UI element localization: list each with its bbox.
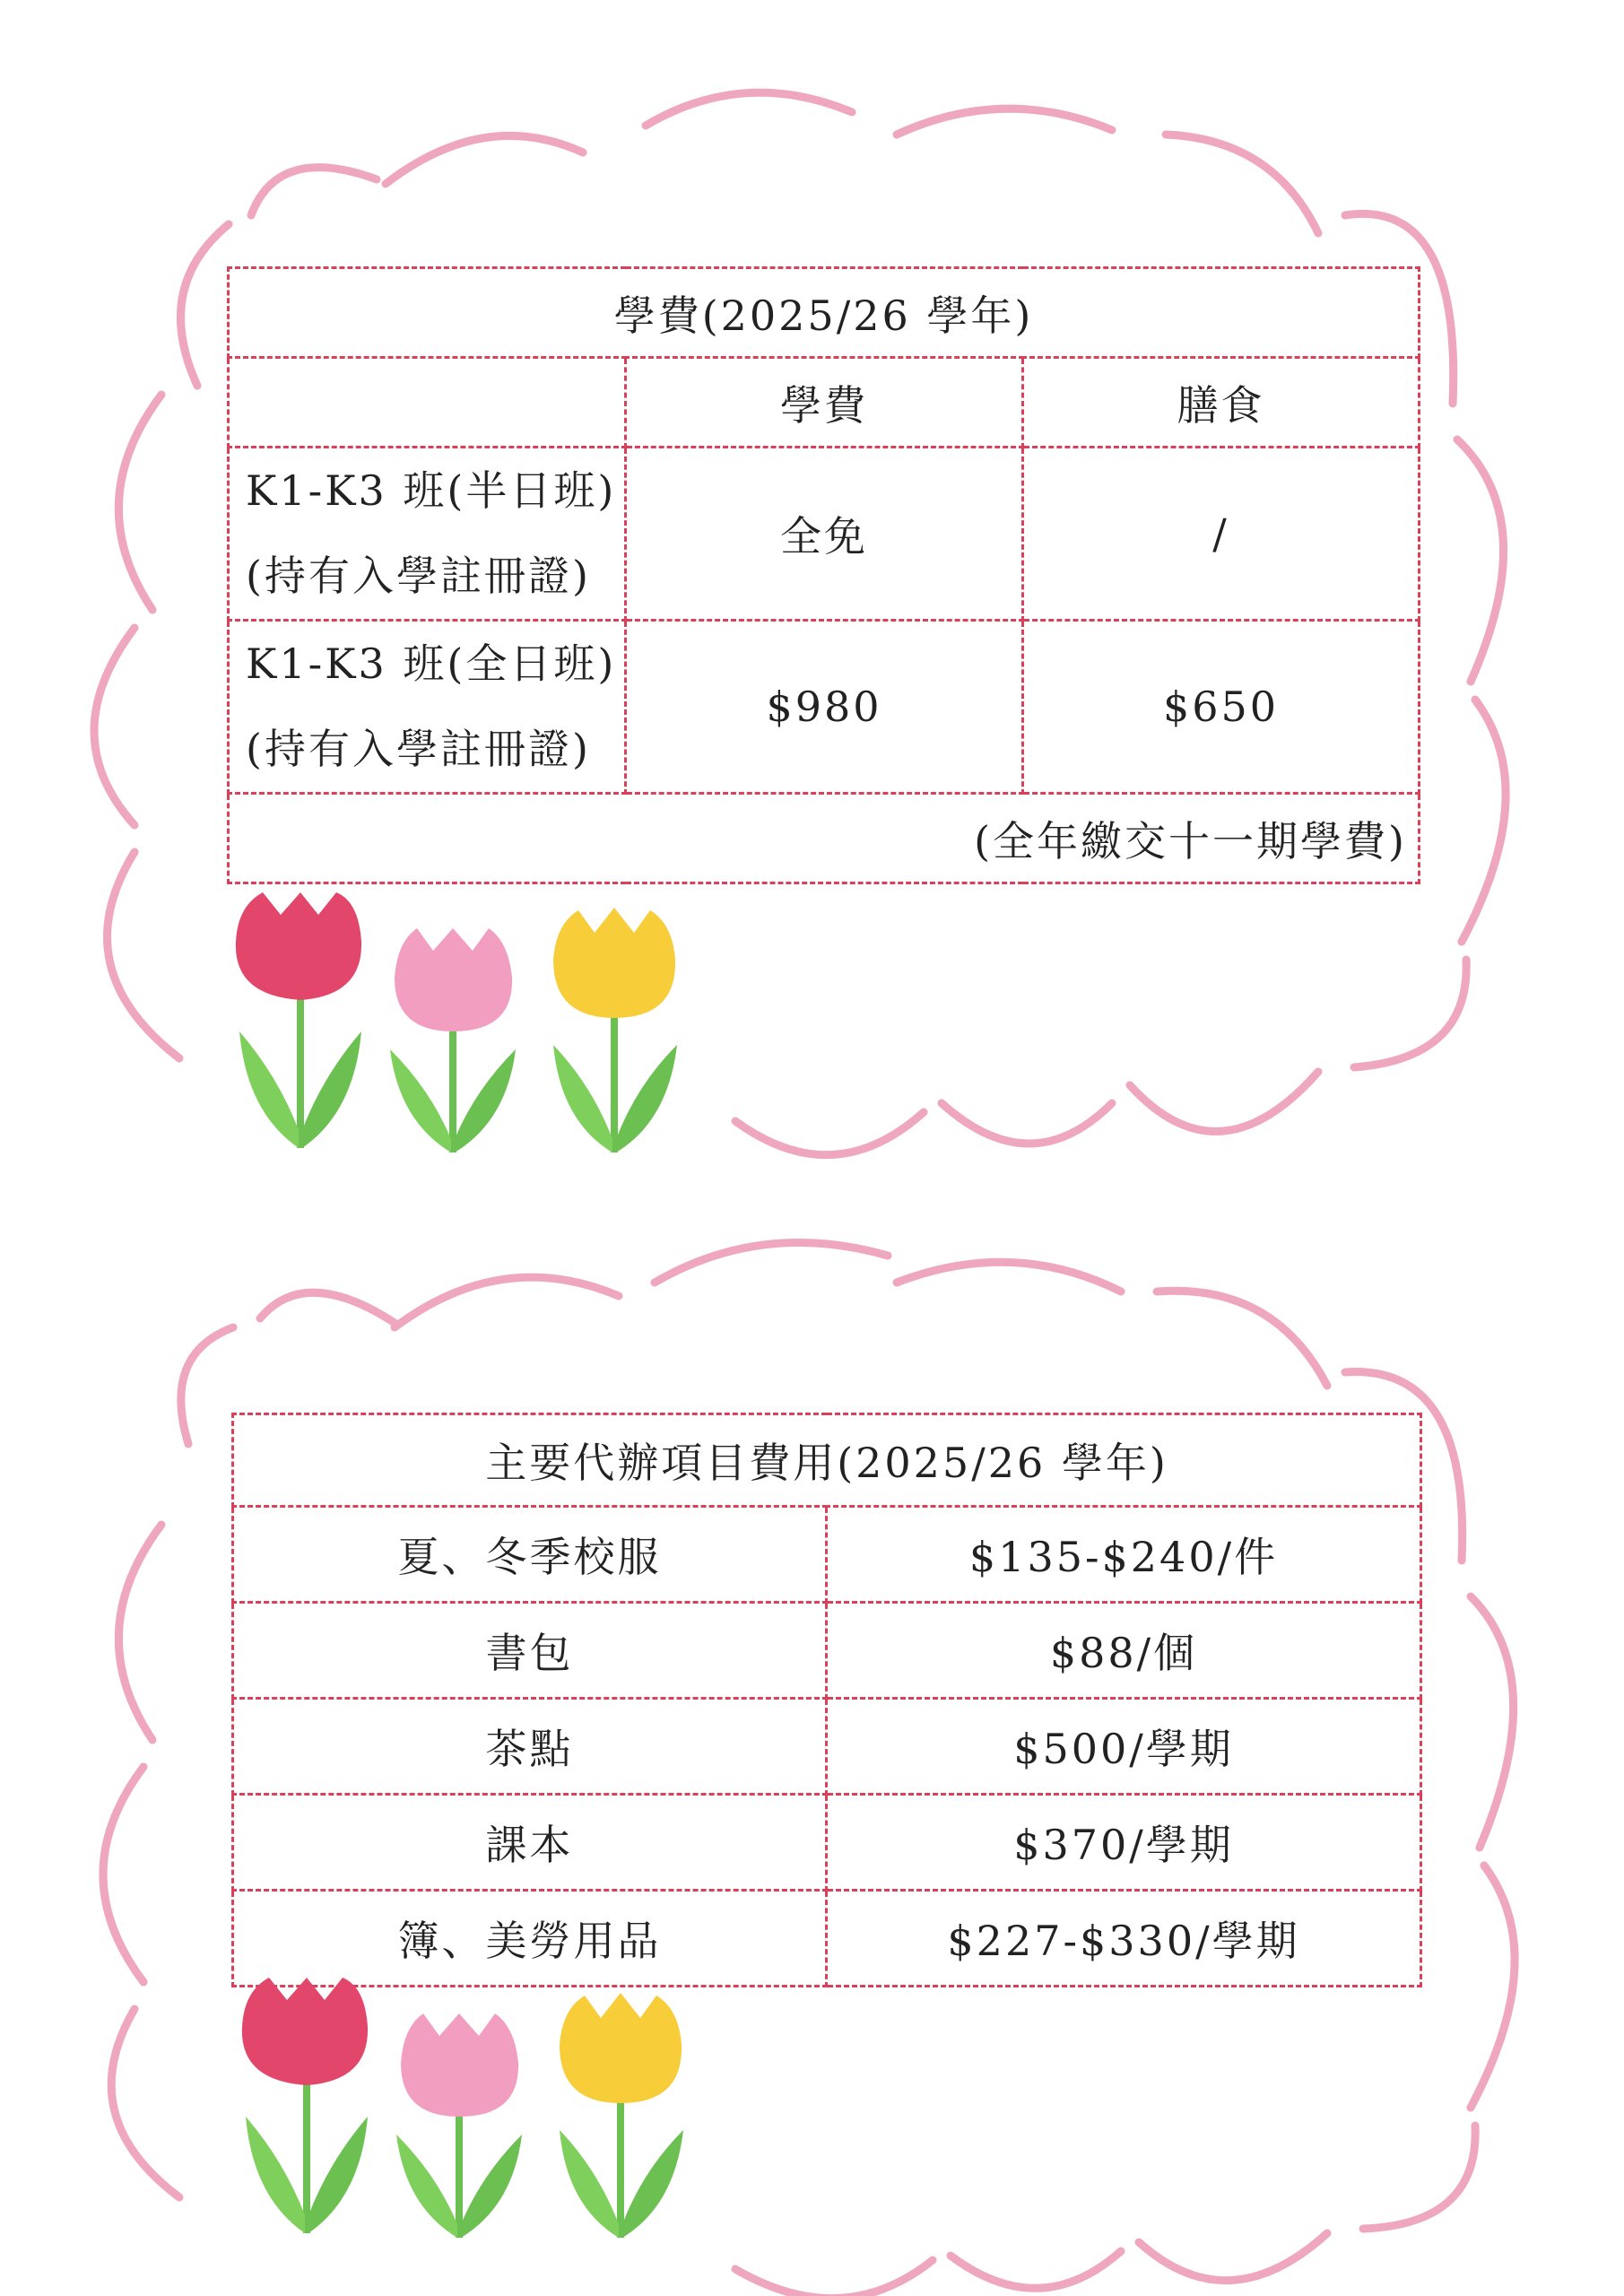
class-condition: (持有入學註冊證) [246,552,591,600]
red-tulip [242,1978,368,2233]
payment-note: (全年繳交十一期學費) [229,794,1420,883]
item-name: 茶點 [233,1699,827,1795]
item-price: $370/學期 [827,1795,1421,1891]
tulips-illustration [235,1973,701,2251]
item-name: 簿、美勞用品 [233,1891,827,1987]
class-name: K1-K3 班(半日班) [246,466,617,515]
table-row [233,1795,1421,1891]
class-name: K1-K3 班(全日班) [246,639,617,688]
tuition-value: $980 [626,621,1023,794]
table-row [233,1507,1421,1603]
class-label-cell [229,448,626,621]
table-row [233,1891,1421,1987]
pink-tulip [390,928,516,1152]
item-price: $135-$240/件 [827,1507,1421,1603]
class-label-cell [229,621,626,794]
item-price: $500/學期 [827,1699,1421,1795]
pink-tulip [396,2013,522,2238]
tuition-value: 全免 [626,448,1023,621]
misc-table-title: 主要代辦項目費用(2025/26 學年) [233,1414,1421,1507]
tuition-table-title: 學費(2025/26 學年) [229,268,1420,358]
tuition-fee-table [227,266,1420,884]
misc-fee-table [231,1413,1422,1987]
tulips-illustration [229,888,695,1166]
item-price: $88/個 [827,1603,1421,1699]
header-tuition: 學費 [626,358,1023,448]
yellow-tulip [553,908,677,1152]
table-row [229,448,1420,621]
meal-value: $650 [1023,621,1420,794]
item-name: 書包 [233,1603,827,1699]
header-meal: 膳食 [1023,358,1420,448]
table-row [229,621,1420,794]
table-row [233,1699,1421,1795]
meal-value: / [1023,448,1420,621]
header-empty-cell [229,358,626,448]
yellow-tulip [560,1993,683,2238]
item-name: 夏、冬季校服 [233,1507,827,1603]
table-row [233,1603,1421,1699]
item-name: 課本 [233,1795,827,1891]
class-condition: (持有入學註冊證) [246,725,591,773]
item-price: $227-$330/學期 [827,1891,1421,1987]
red-tulip [236,892,361,1148]
